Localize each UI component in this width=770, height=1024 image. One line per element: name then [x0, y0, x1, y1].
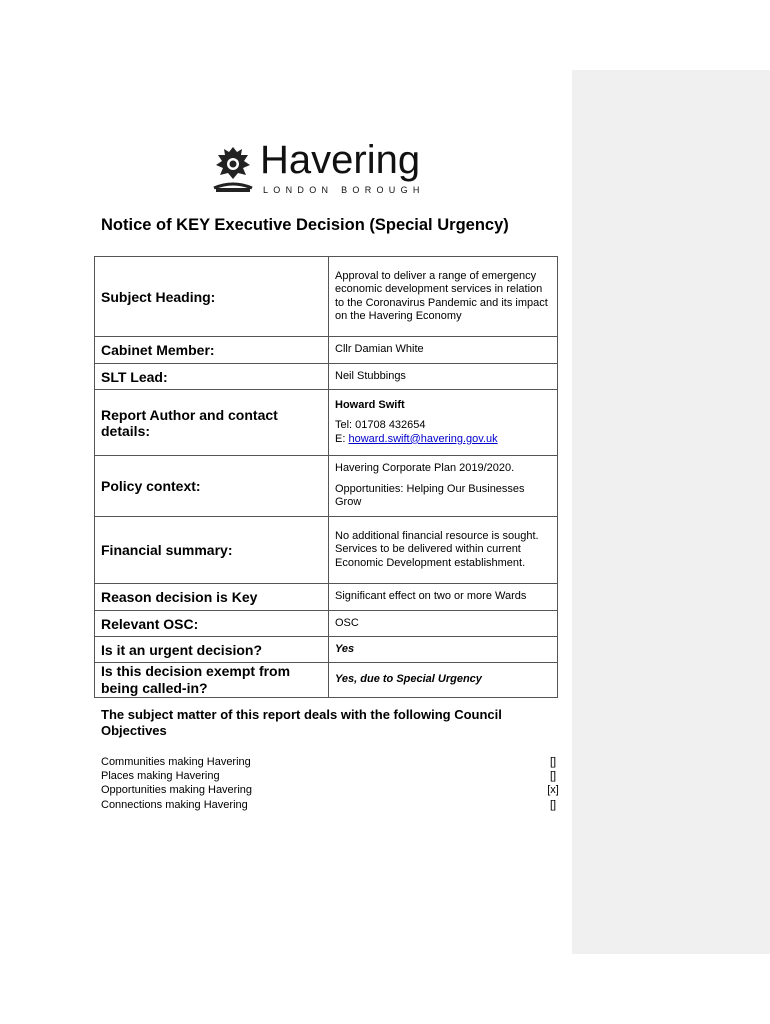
table-row-urgent — [95, 637, 558, 663]
list-item — [101, 756, 561, 770]
policy-line2: Opportunities: Helping Our Businesses Grow — [335, 482, 525, 509]
objective-label: Connections making Havering — [101, 798, 248, 811]
osc-label: Relevant OSC: — [95, 611, 329, 637]
table-row-osc — [95, 611, 558, 637]
havering-logo — [208, 138, 453, 198]
policy-line1: Havering Corporate Plan 2019/2020. — [335, 462, 515, 475]
reason-label: Reason decision is Key — [95, 584, 329, 611]
financial-label: Financial summary: — [95, 517, 329, 584]
table-row-policy — [95, 456, 558, 517]
objective-label: Communities making Havering — [101, 756, 251, 768]
table-row-subject — [95, 257, 558, 337]
cabinet-value: Cllr Damian White — [329, 337, 558, 364]
subject-label: Subject Heading: — [95, 257, 329, 337]
reason-value: Significant effect on two or more Wards — [329, 584, 558, 611]
author-label: Report Author and contact details: — [95, 390, 329, 456]
osc-value: OSC — [329, 611, 558, 637]
author-name: Howard Swift — [335, 398, 405, 411]
brand-subtitle: LONDON BOROUGH — [263, 185, 425, 195]
exempt-value: Yes, due to Special Urgency — [329, 663, 558, 698]
list-item — [101, 799, 561, 813]
table-row-author — [95, 390, 558, 456]
objective-checkbox: [] — [549, 798, 557, 811]
list-item — [101, 770, 561, 784]
author-email-prefix: E: — [335, 432, 349, 445]
brand-name: Havering — [260, 138, 421, 182]
author-email-link[interactable]: howard.swift@havering.gov.uk — [348, 432, 498, 445]
author-value — [329, 390, 558, 456]
page-title: Notice of KEY Executive Decision (Special Urgency) — [101, 216, 509, 234]
table-row-reason — [95, 584, 558, 611]
table-row-cabinet — [95, 337, 558, 364]
urgent-label: Is it an urgent decision? — [95, 637, 329, 663]
cabinet-label: Cabinet Member: — [95, 337, 329, 364]
author-tel: Tel: 01708 432654 — [335, 419, 426, 432]
list-item — [101, 784, 561, 798]
subject-value: Approval to deliver a range of emergency economic development services in relation to the Coronavirus Pandemic and its impact on the Havering Economy — [329, 257, 558, 337]
objectives-heading: The subject matter of this report deals with the following Council Objectives — [101, 707, 502, 738]
table-row-exempt — [95, 663, 558, 698]
table-row-financial — [95, 517, 558, 584]
objective-checkbox: [x] — [547, 784, 559, 797]
policy-label: Policy context: — [95, 456, 329, 517]
objective-checkbox: [] — [549, 770, 557, 783]
decision-table — [94, 256, 558, 698]
table-row-slt — [95, 364, 558, 390]
crest-icon — [208, 144, 258, 194]
objective-label: Opportunities making Havering — [101, 784, 253, 797]
objective-checkbox: [] — [549, 756, 557, 768]
exempt-label: Is this decision exempt from being called-in? — [95, 663, 329, 698]
urgent-value: Yes — [329, 637, 558, 663]
comment-pane — [572, 70, 770, 954]
objectives-list — [101, 756, 561, 813]
slt-label: SLT Lead: — [95, 364, 329, 390]
policy-value — [329, 456, 558, 517]
slt-value: Neil Stubbings — [329, 364, 558, 390]
financial-value: No additional financial resource is sought. Services to be delivered within current Economic Development establishment. — [329, 517, 558, 584]
objective-label: Places making Havering — [101, 770, 220, 783]
